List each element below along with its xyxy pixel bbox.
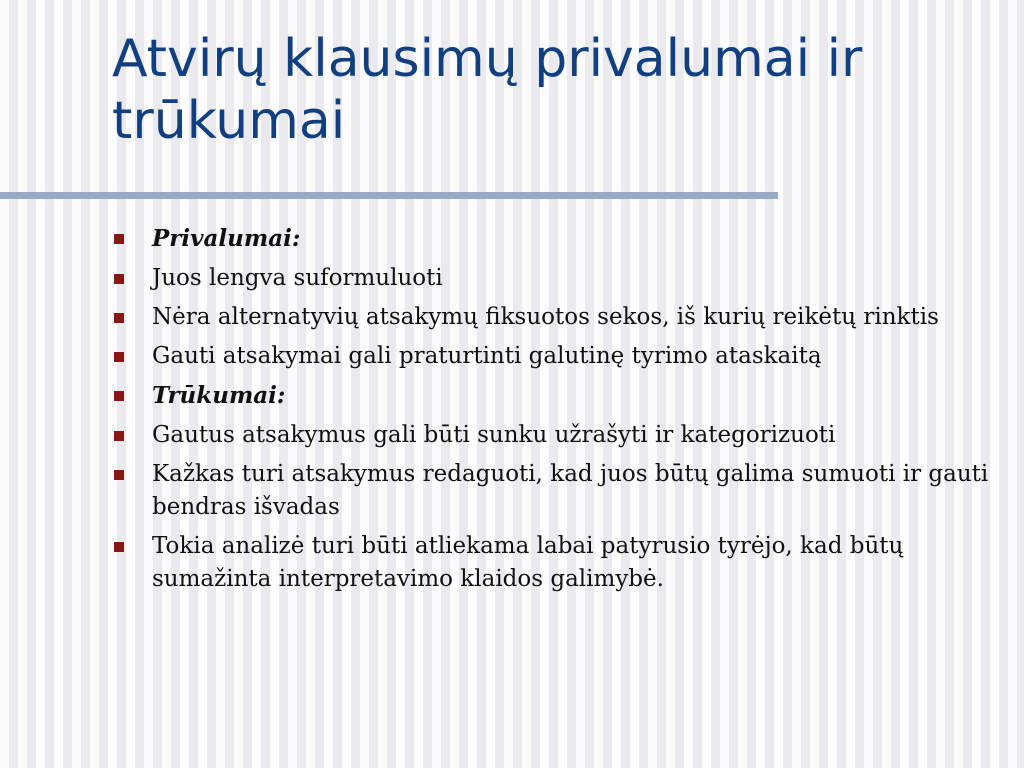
bullet-list — [112, 222, 992, 602]
bullet-text: Gauti atsakymai gali praturtinti galutinę tyrimo ataskaitą — [152, 343, 822, 369]
title-divider — [0, 192, 778, 199]
bullet-item — [112, 530, 992, 596]
square-bullet-icon — [114, 542, 124, 552]
bullet-item-trukumai-heading — [112, 379, 992, 413]
bullet-item — [112, 301, 992, 334]
bullet-text: Kažkas turi atsakymus redaguoti, kad juos būtų galima sumuoti ir gauti bendras išvadas — [152, 461, 989, 520]
bullet-item-privalumai-heading — [112, 222, 992, 256]
bullet-text: Privalumai: — [152, 225, 301, 252]
bullet-text: Nėra alternatyvių atsakymų fiksuotos sekos, iš kurių reikėtų rinktis — [152, 304, 939, 330]
square-bullet-icon — [114, 391, 124, 401]
bullet-item — [112, 340, 992, 373]
bullet-text: Juos lengva suformuluoti — [152, 265, 443, 291]
bullet-text: Tokia analizė turi būti atliekama labai patyrusio tyrėjo, kad būtų sumažinta interpretavimo klaidos galimybė. — [152, 533, 904, 592]
square-bullet-icon — [114, 274, 124, 284]
bullet-item — [112, 419, 992, 452]
square-bullet-icon — [114, 234, 124, 244]
square-bullet-icon — [114, 431, 124, 441]
bullet-item — [112, 262, 992, 295]
slide-title: Atvirų klausimų privalumai ir trūkumai — [112, 29, 863, 151]
square-bullet-icon — [114, 352, 124, 362]
bullet-text: Trūkumai: — [152, 382, 286, 409]
bullet-text: Gautus atsakymus gali būti sunku užrašyti ir kategorizuoti — [152, 422, 836, 448]
square-bullet-icon — [114, 470, 124, 480]
square-bullet-icon — [114, 313, 124, 323]
bullet-item — [112, 458, 992, 524]
